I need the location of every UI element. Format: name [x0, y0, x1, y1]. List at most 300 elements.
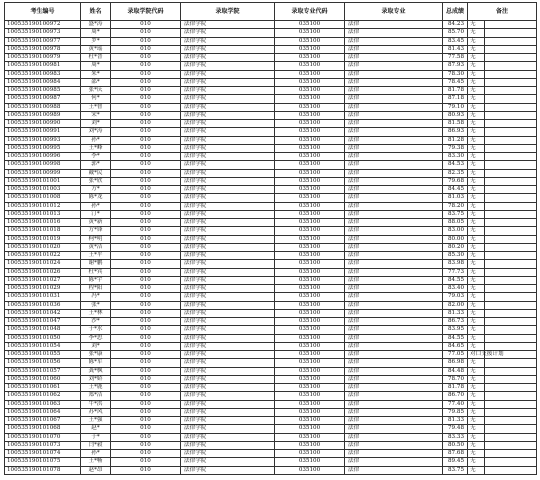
total-score-cell: 83.95	[443, 326, 468, 334]
remark-cell	[485, 458, 537, 466]
name-cell: 方*	[81, 186, 111, 194]
major-cell: 法律	[345, 301, 443, 309]
name-cell: 何*	[81, 95, 111, 103]
major-cell: 法律	[345, 400, 443, 408]
table-row	[5, 54, 537, 62]
major-cell: 法律	[345, 37, 443, 45]
table-row	[5, 458, 537, 466]
college-cell: 法律学院	[181, 293, 275, 301]
remark-cell	[485, 301, 537, 309]
college-code-cell: 010	[111, 37, 181, 45]
exam-id-cell: 100535190100998	[5, 161, 81, 169]
table-row	[5, 194, 537, 202]
major-code-cell: 035100	[275, 276, 345, 284]
table-row	[5, 243, 537, 251]
remark-cell	[485, 128, 537, 136]
college-code-cell: 010	[111, 417, 181, 425]
total-score-cell: 79.68	[443, 177, 468, 185]
total-score-cell: 77.73	[443, 268, 468, 276]
college-code-cell: 010	[111, 326, 181, 334]
major-cell: 法律	[345, 441, 443, 449]
remark-cell	[485, 103, 537, 111]
status-cell: 无	[468, 276, 485, 284]
college-cell: 法律学院	[181, 194, 275, 202]
major-code-cell: 035100	[275, 309, 345, 317]
major-cell: 法律	[345, 45, 443, 53]
college-cell: 法律学院	[181, 243, 275, 251]
table-row	[5, 309, 537, 317]
remark-cell	[485, 441, 537, 449]
status-cell: 无	[468, 169, 485, 177]
status-cell: 无	[468, 359, 485, 367]
name-cell: 赵*	[81, 425, 111, 433]
exam-id-cell: 100535190101067	[5, 417, 81, 425]
table-row	[5, 359, 537, 367]
status-cell: 无	[468, 417, 485, 425]
table-row	[5, 235, 537, 243]
name-cell: 杜*晋	[81, 54, 111, 62]
name-cell: 刘*	[81, 120, 111, 128]
college-cell: 法律学院	[181, 120, 275, 128]
major-code-cell: 035100	[275, 219, 345, 227]
college-code-cell: 010	[111, 45, 181, 53]
table-row	[5, 202, 537, 210]
major-code-cell: 035100	[275, 87, 345, 95]
college-cell: 法律学院	[181, 29, 275, 37]
status-cell: 无	[468, 408, 485, 416]
major-code-cell: 035100	[275, 161, 345, 169]
total-score-cell: 81.33	[443, 309, 468, 317]
college-cell: 法律学院	[181, 62, 275, 70]
college-code-cell: 010	[111, 408, 181, 416]
name-cell: 朱*	[81, 70, 111, 78]
status-cell: 无	[468, 45, 485, 53]
total-score-cell: 83.30	[443, 153, 468, 161]
name-cell: 李*思	[81, 334, 111, 342]
major-code-cell: 035100	[275, 186, 345, 194]
major-code-cell: 035100	[275, 408, 345, 416]
remark-cell	[485, 367, 537, 375]
college-code-cell: 010	[111, 120, 181, 128]
exam-id-cell: 100535190100989	[5, 111, 81, 119]
major-cell: 法律	[345, 392, 443, 400]
remark-cell	[485, 326, 537, 334]
table-row	[5, 326, 537, 334]
status-cell: 无	[468, 243, 485, 251]
remark-cell	[485, 95, 537, 103]
col-header-name: 姓名	[81, 3, 111, 21]
table-row	[5, 450, 537, 458]
major-code-cell: 035100	[275, 293, 345, 301]
college-cell: 法律学院	[181, 144, 275, 152]
college-cell: 法律学院	[181, 392, 275, 400]
exam-id-cell: 100535190101020	[5, 243, 81, 251]
college-code-cell: 010	[111, 400, 181, 408]
table-row	[5, 301, 537, 309]
major-code-cell: 035100	[275, 466, 345, 474]
name-cell: 陈*龙	[81, 194, 111, 202]
major-cell: 法律	[345, 29, 443, 37]
college-code-cell: 010	[111, 425, 181, 433]
major-cell: 法律	[345, 433, 443, 441]
exam-id-cell: 100535190101031	[5, 293, 81, 301]
major-cell: 法律	[345, 260, 443, 268]
college-cell: 法律学院	[181, 309, 275, 317]
major-code-cell: 035100	[275, 210, 345, 218]
major-code-cell: 035100	[275, 450, 345, 458]
major-cell: 法律	[345, 169, 443, 177]
major-code-cell: 035100	[275, 334, 345, 342]
name-cell: 牛*洪	[81, 400, 111, 408]
name-cell: 张*康	[81, 351, 111, 359]
major-code-cell: 035100	[275, 392, 345, 400]
college-code-cell: 010	[111, 62, 181, 70]
status-cell: 无	[468, 120, 485, 128]
college-cell: 法律学院	[181, 268, 275, 276]
college-cell: 法律学院	[181, 37, 275, 45]
name-cell: 李*	[81, 153, 111, 161]
status-cell: 无	[468, 375, 485, 383]
name-cell: 王*鹿	[81, 384, 111, 392]
college-cell: 法律学院	[181, 202, 275, 210]
remark-cell	[485, 342, 537, 350]
status-cell: 无	[468, 301, 485, 309]
name-cell: 孙*	[81, 450, 111, 458]
major-code-cell: 035100	[275, 95, 345, 103]
college-code-cell: 010	[111, 334, 181, 342]
remark-cell	[485, 21, 537, 29]
remark-cell	[485, 186, 537, 194]
college-cell: 法律学院	[181, 318, 275, 326]
status-cell: 无	[468, 235, 485, 243]
major-cell: 法律	[345, 408, 443, 416]
table-row	[5, 78, 537, 86]
major-cell: 法律	[345, 54, 443, 62]
college-code-cell: 010	[111, 29, 181, 37]
college-cell: 法律学院	[181, 367, 275, 375]
exam-id-cell: 100535190101055	[5, 351, 81, 359]
name-cell: 闫*毅	[81, 441, 111, 449]
status-cell: 无	[468, 78, 485, 86]
college-cell: 法律学院	[181, 326, 275, 334]
exam-id-cell: 100535190101016	[5, 219, 81, 227]
remark-cell	[485, 169, 537, 177]
exam-id-cell: 100535190101003	[5, 186, 81, 194]
college-cell: 法律学院	[181, 359, 275, 367]
college-code-cell: 010	[111, 342, 181, 350]
remark-cell	[485, 466, 537, 474]
college-cell: 法律学院	[181, 186, 275, 194]
total-score-cell: 78.30	[443, 70, 468, 78]
table-row	[5, 441, 537, 449]
col-header-total-score: 总成绩	[443, 3, 468, 21]
major-cell: 法律	[345, 252, 443, 260]
college-cell: 法律学院	[181, 351, 275, 359]
table-row	[5, 268, 537, 276]
total-score-cell: 87.93	[443, 62, 468, 70]
college-cell: 法律学院	[181, 433, 275, 441]
total-score-cell: 83.45	[443, 37, 468, 45]
name-cell: 程*阳	[81, 285, 111, 293]
major-code-cell: 035100	[275, 136, 345, 144]
college-cell: 法律学院	[181, 276, 275, 284]
total-score-cell: 79.85	[443, 408, 468, 416]
college-cell: 法律学院	[181, 260, 275, 268]
table-row	[5, 120, 537, 128]
exam-id-cell: 100535190101062	[5, 392, 81, 400]
col-header-college-code: 录取学院代码	[111, 3, 181, 21]
exam-id-cell: 100535190100999	[5, 169, 81, 177]
exam-id-cell: 100535190101050	[5, 334, 81, 342]
total-score-cell: 84.45	[443, 186, 468, 194]
college-code-cell: 010	[111, 268, 181, 276]
status-cell: 无	[468, 177, 485, 185]
table-row	[5, 161, 537, 169]
college-cell: 法律学院	[181, 103, 275, 111]
name-cell: 罗*	[81, 37, 111, 45]
table-row	[5, 425, 537, 433]
name-cell: 柯*明	[81, 235, 111, 243]
major-cell: 法律	[345, 21, 443, 29]
major-code-cell: 035100	[275, 144, 345, 152]
total-score-cell: 87.18	[443, 95, 468, 103]
table-row	[5, 103, 537, 111]
college-cell: 法律学院	[181, 21, 275, 29]
major-cell: 法律	[345, 210, 443, 218]
exam-id-cell: 100535190101063	[5, 400, 81, 408]
remark-cell	[485, 285, 537, 293]
table-row	[5, 342, 537, 350]
college-code-cell: 010	[111, 136, 181, 144]
major-cell: 法律	[345, 417, 443, 425]
college-code-cell: 010	[111, 243, 181, 251]
major-code-cell: 035100	[275, 70, 345, 78]
major-cell: 法律	[345, 87, 443, 95]
exam-id-cell: 100535190101019	[5, 235, 81, 243]
exam-id-cell: 100535190101054	[5, 342, 81, 350]
status-cell: 无	[468, 194, 485, 202]
table-row	[5, 334, 537, 342]
college-code-cell: 010	[111, 219, 181, 227]
major-code-cell: 035100	[275, 417, 345, 425]
total-score-cell: 81.43	[443, 45, 468, 53]
college-code-cell: 010	[111, 450, 181, 458]
exam-id-cell: 100535190101057	[5, 367, 81, 375]
status-cell: 无	[468, 186, 485, 194]
major-code-cell: 035100	[275, 351, 345, 359]
table-row	[5, 466, 537, 474]
total-score-cell: 84.23	[443, 21, 468, 29]
remark-cell	[485, 309, 537, 317]
remark-cell	[485, 111, 537, 119]
college-cell: 法律学院	[181, 235, 275, 243]
major-cell: 法律	[345, 95, 443, 103]
total-score-cell: 85.30	[443, 252, 468, 260]
major-code-cell: 035100	[275, 128, 345, 136]
name-cell: 谢*鹏	[81, 260, 111, 268]
name-cell: 冯*	[81, 293, 111, 301]
name-cell: 王*强	[81, 417, 111, 425]
major-cell: 法律	[345, 70, 443, 78]
remark-cell	[485, 177, 537, 185]
name-cell: 陈*军	[81, 359, 111, 367]
exam-id-cell: 100535190101048	[5, 326, 81, 334]
remark-cell	[485, 252, 537, 260]
remark-cell	[485, 70, 537, 78]
college-code-cell: 010	[111, 392, 181, 400]
total-score-cell: 77.58	[443, 54, 468, 62]
college-code-cell: 010	[111, 111, 181, 119]
remark-cell	[485, 37, 537, 45]
major-code-cell: 035100	[275, 400, 345, 408]
name-cell: 杜*宾	[81, 268, 111, 276]
exam-id-cell: 100535190100983	[5, 70, 81, 78]
total-score-cell: 79.38	[443, 144, 468, 152]
college-code-cell: 010	[111, 161, 181, 169]
college-cell: 法律学院	[181, 169, 275, 177]
remark-cell	[485, 136, 537, 144]
major-code-cell: 035100	[275, 78, 345, 86]
status-cell: 无	[468, 384, 485, 392]
college-code-cell: 010	[111, 54, 181, 62]
name-cell: 王*林	[81, 309, 111, 317]
college-cell: 法律学院	[181, 466, 275, 474]
total-score-cell: 84.48	[443, 367, 468, 375]
status-cell: 无	[468, 153, 485, 161]
total-score-cell: 81.78	[443, 384, 468, 392]
remark-cell	[485, 260, 537, 268]
status-cell: 无	[468, 29, 485, 37]
table-row	[5, 136, 537, 144]
college-code-cell: 010	[111, 433, 181, 441]
college-code-cell: 010	[111, 235, 181, 243]
major-cell: 法律	[345, 144, 443, 152]
college-code-cell: 010	[111, 128, 181, 136]
status-cell: 无	[468, 285, 485, 293]
table-row	[5, 293, 537, 301]
exam-id-cell: 100535190100988	[5, 103, 81, 111]
college-cell: 法律学院	[181, 210, 275, 218]
major-cell: 法律	[345, 359, 443, 367]
table-row	[5, 95, 537, 103]
college-code-cell: 010	[111, 194, 181, 202]
status-cell: 无	[468, 392, 485, 400]
exam-id-cell: 100535190101008	[5, 194, 81, 202]
total-score-cell: 84.53	[443, 161, 468, 169]
college-cell: 法律学院	[181, 458, 275, 466]
status-cell: 无	[468, 70, 485, 78]
college-code-cell: 010	[111, 309, 181, 317]
exam-id-cell: 100535190101012	[5, 202, 81, 210]
total-score-cell: 79.10	[443, 103, 468, 111]
exam-id-cell: 100535190101056	[5, 359, 81, 367]
remark-cell	[485, 425, 537, 433]
exam-id-cell: 100535190100977	[5, 37, 81, 45]
major-code-cell: 035100	[275, 285, 345, 293]
exam-id-cell: 100535190101018	[5, 227, 81, 235]
exam-id-cell: 100535190101042	[5, 309, 81, 317]
major-cell: 法律	[345, 351, 443, 359]
major-cell: 法律	[345, 219, 443, 227]
college-cell: 法律学院	[181, 384, 275, 392]
remark-cell	[485, 45, 537, 53]
exam-id-cell: 100535190101078	[5, 466, 81, 474]
major-code-cell: 035100	[275, 235, 345, 243]
table-row	[5, 375, 537, 383]
total-score-cell: 86.98	[443, 359, 468, 367]
table-row	[5, 153, 537, 161]
table-row	[5, 29, 537, 37]
total-score-cell: 78.20	[443, 202, 468, 210]
table-row	[5, 351, 537, 359]
major-cell: 法律	[345, 458, 443, 466]
status-cell: 无	[468, 161, 485, 169]
major-cell: 法律	[345, 384, 443, 392]
name-cell: 黄*洁	[81, 243, 111, 251]
remark-cell	[485, 375, 537, 383]
name-cell: 郭*	[81, 161, 111, 169]
remark-cell	[485, 54, 537, 62]
table-row	[5, 62, 537, 70]
table-row	[5, 37, 537, 45]
exam-id-cell: 100535190101060	[5, 375, 81, 383]
college-code-cell: 010	[111, 466, 181, 474]
name-cell: 宋*	[81, 111, 111, 119]
table-row	[5, 70, 537, 78]
college-cell: 法律学院	[181, 417, 275, 425]
name-cell: 黄*新	[81, 219, 111, 227]
exam-id-cell: 100535190100985	[5, 87, 81, 95]
status-cell: 无	[468, 227, 485, 235]
total-score-cell: 86.93	[443, 128, 468, 136]
table-row	[5, 276, 537, 284]
major-cell: 法律	[345, 326, 443, 334]
name-cell: 王*峰	[81, 144, 111, 152]
table-row	[5, 186, 537, 194]
total-score-cell: 83.00	[443, 227, 468, 235]
college-code-cell: 010	[111, 95, 181, 103]
major-code-cell: 035100	[275, 120, 345, 128]
college-cell: 法律学院	[181, 227, 275, 235]
col-header-college: 录取学院	[181, 3, 275, 21]
remark-cell	[485, 384, 537, 392]
table-row	[5, 285, 537, 293]
exam-id-cell: 100535190101061	[5, 384, 81, 392]
table-row	[5, 21, 537, 29]
remark-cell	[485, 235, 537, 243]
col-header-exam-id: 考生编号	[5, 3, 81, 21]
exam-id-cell: 100535190101074	[5, 450, 81, 458]
total-score-cell: 81.03	[443, 194, 468, 202]
total-score-cell: 82.35	[443, 169, 468, 177]
college-cell: 法律学院	[181, 161, 275, 169]
remark-cell	[485, 450, 537, 458]
college-code-cell: 010	[111, 276, 181, 284]
major-code-cell: 035100	[275, 425, 345, 433]
college-code-cell: 010	[111, 153, 181, 161]
remark-cell	[485, 219, 537, 227]
exam-id-cell: 100535190101070	[5, 433, 81, 441]
major-cell: 法律	[345, 425, 443, 433]
total-score-cell: 87.68	[443, 450, 468, 458]
status-cell: 无	[468, 95, 485, 103]
exam-id-cell: 100535190100978	[5, 45, 81, 53]
remark-cell	[485, 87, 537, 95]
major-cell: 法律	[345, 202, 443, 210]
remark-cell	[485, 243, 537, 251]
name-cell: 黄*瑶	[81, 45, 111, 53]
exam-id-cell: 100535190100996	[5, 153, 81, 161]
